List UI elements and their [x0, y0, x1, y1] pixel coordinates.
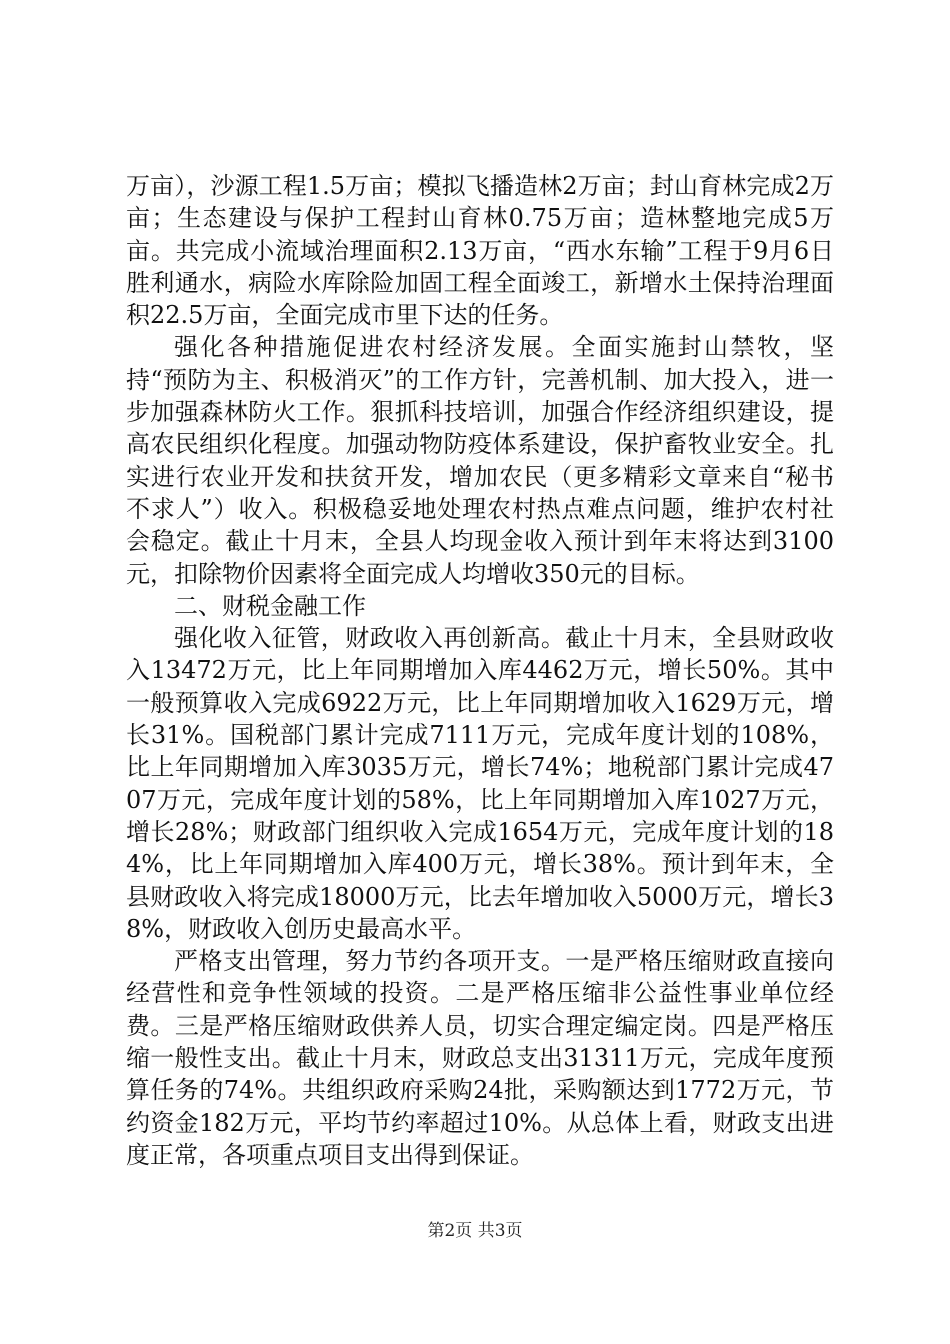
- paragraph-rural-economy: 强化各种措施促进农村经济发展。全面实施封山禁牧，坚持“预防为主、积极消灭”的工作方针，完善机制、加大投入，进一步加强森林防火工作。狠抓科技培训，加强合作经济组织建设，提高农民组织化程度。加强动物防疫体系建设，保护畜牧业安全。扎实进行农业开发和扶贫开发，增加农民（更多精彩文章来自“秘书不求人”）收入。积极稳妥地处理农村热点难点问题，维护农村社会稳定。截止十月末，全县人均现金收入预计到年末将达到3100元，扣除物价因素将全面完成人均增收350元的目标。: [126, 333, 834, 588]
- paragraph-expenditure: 严格支出管理，努力节约各项开支。一是严格压缩财政直接向经营性和竞争性领域的投资。二是严格压缩非公益性事业单位经费。三是严格压缩财政供养人员，切实合理定编定岗。四是严格压缩一般性支出。截止十月末，财政总支出31311万元，完成年度预算任务的74%。共组织政府采购24批，采购额达到1772万元，节约资金182万元，平均节约率超过10%。从总体上看，财政支出进度正常，各项重点项目支出得到保证。: [126, 947, 834, 1169]
- page-footer: 第2页 共3页: [427, 1221, 523, 1241]
- paragraph-revenue: 强化收入征管，财政收入再创新高。截止十月末，全县财政收入13472万元，比上年同期增加入库4462万元，增长50%。其中一般预算收入完成6922万元，比上年同期增加收入1629万元，增长31%。国税部门累计完成7111万元，完成年度计划的108%，比上年同期增加入库3035万元，增长74%；地税部门累计完成4707万元，完成年度计划的58%，比上年同期增加入库1027万元，增长28%；财政部门组织收入完成1654万元，完成年度计划的184%，比上年同期增加入库400万元，增长38%。预计到年末，全县财政收入将完成18000万元，比去年增加收入5000万元，增长38%，财政收入创历史最高水平。: [126, 624, 834, 943]
- section-heading-finance: 二、财税金融工作: [174, 591, 366, 620]
- document-body: [126, 170, 834, 1171]
- paragraph-forestry-summary: 万亩），沙源工程1.5万亩；模拟飞播造林2万亩；封山育林完成2万亩；生态建设与保护工程封山育林0.75万亩；造林整地完成5万亩。共完成小流域治理面积2.13万亩，“西水东输”工程于9月6日胜利通水，病险水库除险加固工程全面竣工，新增水土保持治理面积22.5万亩，全面完成市里下达的任务。: [126, 172, 834, 330]
